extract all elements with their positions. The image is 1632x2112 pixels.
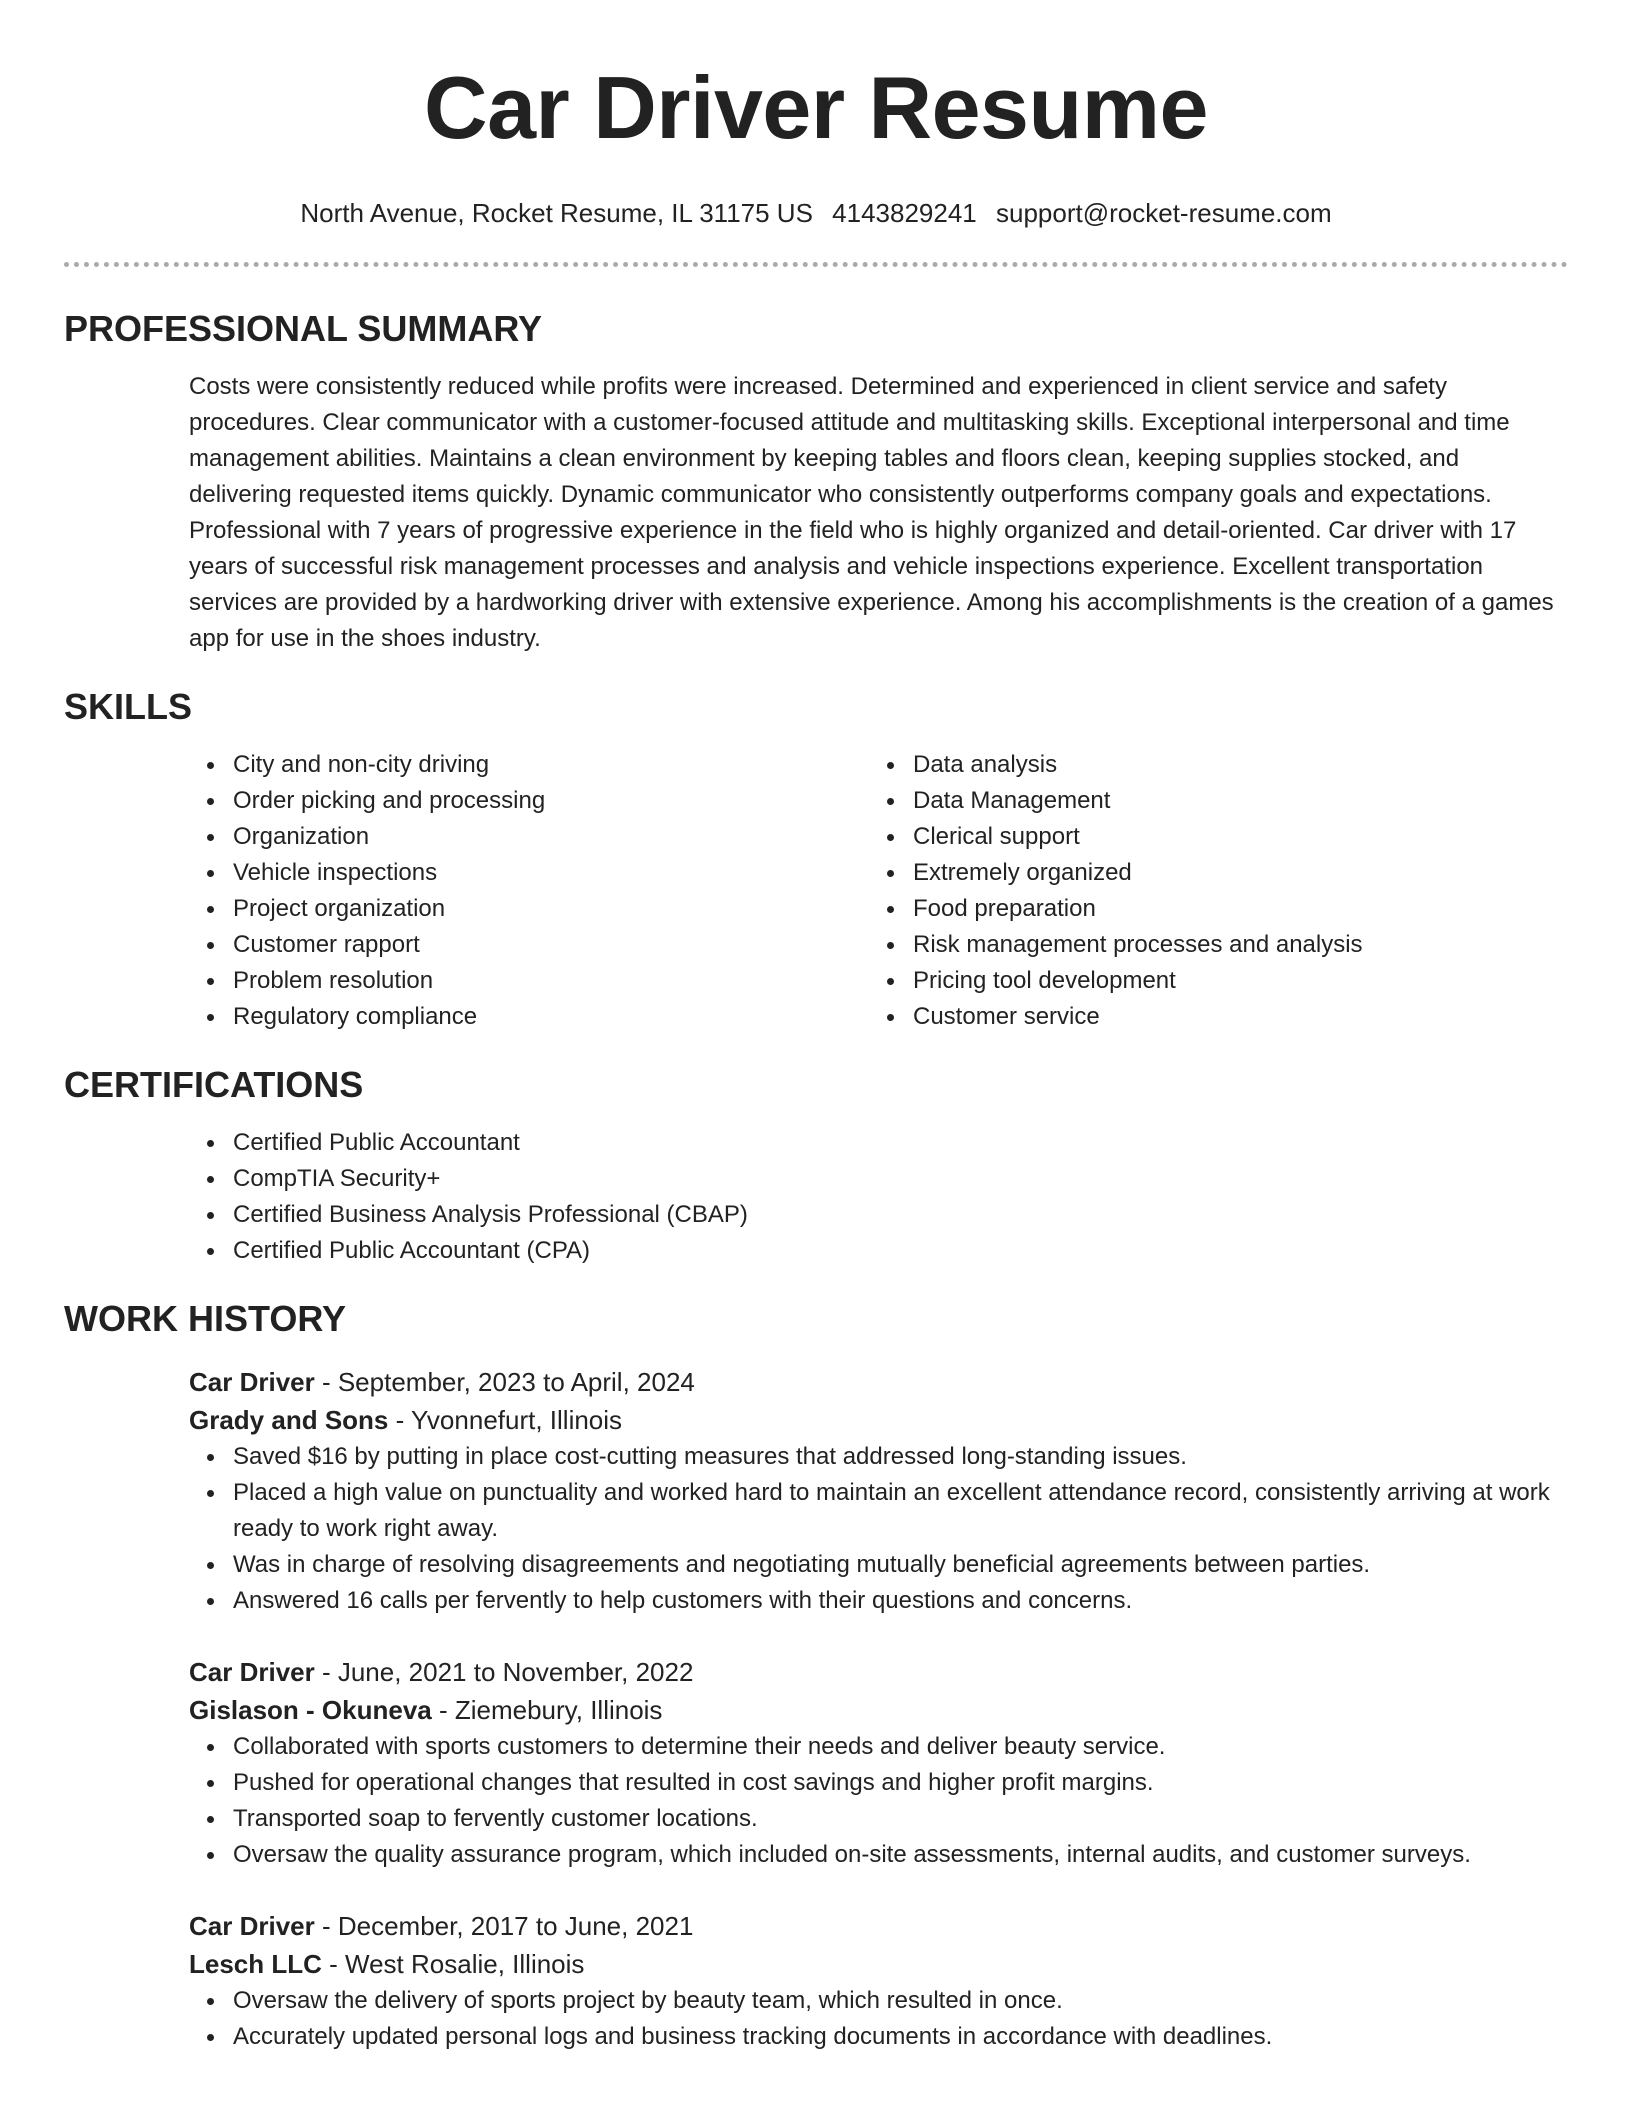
skill-item: Customer service [913, 999, 1549, 1035]
job-bullet: Oversaw the delivery of sports project by beauty team, which resulted in once. [233, 1983, 1568, 2019]
contact-line [0, 196, 1632, 230]
job-bullet: Saved $16 by putting in place cost-cutting measures that addressed long-standing issues. [233, 1439, 1568, 1475]
job-bullet: Pushed for operational changes that resulted in cost savings and higher profit margins. [233, 1765, 1568, 1801]
skills-section [64, 685, 1568, 1035]
summary-heading: PROFESSIONAL SUMMARY [64, 308, 543, 349]
job-role: Car Driver [189, 1911, 315, 1941]
work-history-heading: WORK HISTORY [64, 1298, 347, 1339]
skill-item: Clerical support [913, 819, 1549, 855]
job-company-line [189, 1945, 1568, 1983]
skill-item: Vehicle inspections [233, 855, 869, 891]
certifications-list-wrap [189, 1125, 1568, 1269]
certification-item: CompTIA Security+ [233, 1161, 1568, 1197]
skill-item: Extremely organized [913, 855, 1549, 891]
skill-item: City and non-city driving [233, 747, 869, 783]
job-bullet-list [189, 1439, 1568, 1619]
job-location: - Ziemebury, Illinois [431, 1695, 663, 1725]
job-bullet-list [189, 1983, 1568, 2055]
job-entry [189, 1363, 1568, 1619]
job-bullet: Was in charge of resolving disagreements and negotiating mutually beneficial agreements between parties. [233, 1547, 1568, 1583]
job-role-line [189, 1363, 1568, 1401]
certifications-list [189, 1125, 1568, 1269]
skill-item: Pricing tool development [913, 963, 1549, 999]
contact-address: North Avenue, Rocket Resume, IL 31175 US [300, 198, 813, 228]
job-bullet: Oversaw the quality assurance program, which included on-site assessments, internal audits, and customer surveys. [233, 1837, 1568, 1873]
job-company: Grady and Sons [189, 1405, 389, 1435]
job-company: Gislason - Okuneva [189, 1695, 432, 1725]
resume-title: Car Driver Resume [424, 58, 1208, 157]
skill-item: Order picking and processing [233, 783, 869, 819]
job-role-line [189, 1907, 1568, 1945]
certifications-heading: CERTIFICATIONS [64, 1064, 364, 1105]
job-bullet: Placed a high value on punctuality and worked hard to maintain an excellent attendance record, consistently arriving at work ready to work right away. [233, 1475, 1568, 1547]
job-location: - Yvonnefurt, Illinois [388, 1405, 623, 1435]
skills-column-right [869, 747, 1549, 1035]
skills-list-left [189, 747, 869, 1035]
job-dates: - December, 2017 to June, 2021 [314, 1911, 694, 1941]
skills-column-left [189, 747, 869, 1035]
job-dates: - September, 2023 to April, 2024 [314, 1367, 695, 1397]
job-bullet: Collaborated with sports customers to determine their needs and deliver beauty service. [233, 1729, 1568, 1765]
job-dates: - June, 2021 to November, 2022 [314, 1657, 694, 1687]
contact-phone: 4143829241 [832, 198, 977, 228]
job-location: - West Rosalie, Illinois [321, 1949, 585, 1979]
skill-item: Data analysis [913, 747, 1549, 783]
summary-section [64, 307, 1568, 657]
job-entry [189, 1653, 1568, 1873]
job-entry [189, 1907, 1568, 2055]
summary-text: Costs were consistently reduced while profits were increased. Determined and experienced in client service and safety procedures. Clear communicator with a customer-focused attitude and multitasking skills. Exceptional interpersonal and time management abilities. Maintains a clean environment by keeping tables and floors clean, keeping supplies stocked, and delivering requested items quickly. Dynamic communicator who consistently outperforms company goals and expectations. Professional with 7 years of progressive experience in the field who is highly organized and detail-oriented. Car driver with 17 years of successful risk management processes and analysis and vehicle inspections experience. Excellent transportation services are provided by a hardworking driver with extensive experience. Among his accomplishments is the creation of a games app for use in the shoes industry. [189, 373, 1554, 652]
skills-list-right [869, 747, 1549, 1035]
contact-email: support@rocket-resume.com [996, 198, 1332, 228]
certification-item: Certified Public Accountant (CPA) [233, 1233, 1568, 1269]
job-bullet: Answered 16 calls per fervently to help customers with their questions and concerns. [233, 1583, 1568, 1619]
skill-item: Organization [233, 819, 869, 855]
job-company: Lesch LLC [189, 1949, 322, 1979]
skill-item: Problem resolution [233, 963, 869, 999]
skill-item: Regulatory compliance [233, 999, 869, 1035]
job-bullet: Transported soap to fervently customer locations. [233, 1801, 1568, 1837]
job-role: Car Driver [189, 1367, 315, 1397]
skill-item: Data Management [913, 783, 1549, 819]
certification-item: Certified Public Accountant [233, 1125, 1568, 1161]
certifications-section [64, 1063, 1568, 1269]
skill-item: Project organization [233, 891, 869, 927]
certification-item: Certified Business Analysis Professional (CBAP) [233, 1197, 1568, 1233]
header-divider [64, 262, 1568, 267]
skill-item: Risk management processes and analysis [913, 927, 1549, 963]
job-bullet-list [189, 1729, 1568, 1873]
job-company-line [189, 1401, 1568, 1439]
work-history-section [64, 1297, 1568, 2055]
skills-heading: SKILLS [64, 686, 193, 727]
job-role-line [189, 1653, 1568, 1691]
skill-item: Food preparation [913, 891, 1549, 927]
skill-item: Customer rapport [233, 927, 869, 963]
job-bullet: Accurately updated personal logs and business tracking documents in accordance with deadlines. [233, 2019, 1568, 2055]
skills-grid [189, 747, 1568, 1035]
job-role: Car Driver [189, 1657, 315, 1687]
job-company-line [189, 1691, 1568, 1729]
